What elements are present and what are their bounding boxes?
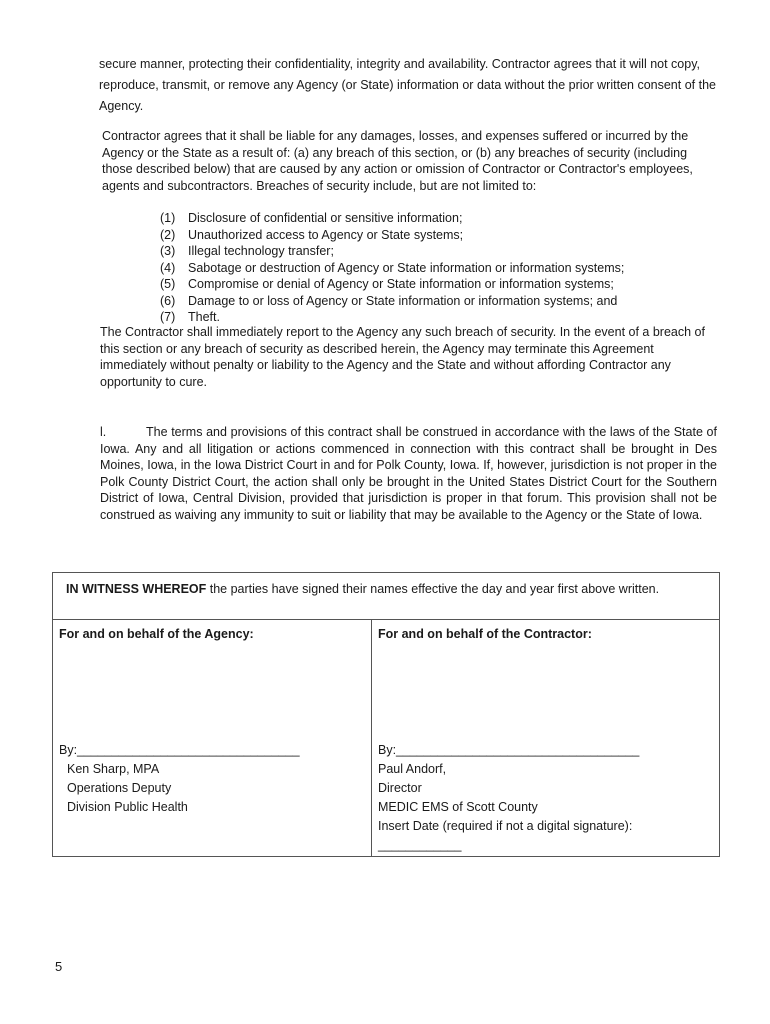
signature-table xyxy=(52,572,720,857)
list-item: (1) Disclosure of confidential or sensitive information; xyxy=(160,211,463,225)
contractor-date-label: Insert Date (required if not a digital signature): xyxy=(378,819,633,833)
contractor-date-line: ____________ xyxy=(378,838,462,852)
contractor-heading: For and on behalf of the Contractor: xyxy=(378,627,592,641)
section-l-text: The terms and provisions of this contract shall be construed in accordance with the laws of the State of Iowa. Any and all litigation or actions commenced in connection with this contract shall be brought in Des Moines, Iowa, in the Iowa District Court in and for Polk County, Iowa. If, however, jurisdiction is not proper in the Polk County District Court, the action shall only be brought in the United States District Court for the Southern District of Iowa, Central Division, provided that jurisdiction is proper in that forum. This provision shall not be construed as waiving any immunity to suit or liability that may be available to the Agency or the State of Iowa. xyxy=(100,425,717,522)
list-item: (5) Compromise or denial of Agency or State information or information systems; xyxy=(160,277,614,291)
contractor-signer-title: Director xyxy=(378,781,422,795)
agency-heading: For and on behalf of the Agency: xyxy=(59,627,254,641)
contractor-organization: MEDIC EMS of Scott County xyxy=(378,800,538,814)
list-item: (6) Damage to or loss of Agency or State information or information systems; and xyxy=(160,293,618,308)
list-item: (3) Illegal technology transfer; xyxy=(160,244,334,258)
agency-signer-title: Operations Deputy xyxy=(67,781,172,795)
agency-division: Division Public Health xyxy=(67,800,188,814)
paragraph-breach-report: The Contractor shall immediately report to the Agency any such breach of security. In the event of a breach of this section or any breach of security as described herein, the Agency may terminate this Agreement immediately without penalty or liability to the Agency and the State and without affording Contractor any opportunity to cure. xyxy=(100,325,705,389)
breach-list xyxy=(160,210,720,326)
contractor-signature-line: By:___________________________________ xyxy=(378,743,640,757)
paragraph-liability: Contractor agrees that it shall be liable for any damages, losses, and expenses suffered or incurred by the Agency or the State as a result of: (a) any breach of this section, or (b) any breaches of security (including those described below) that are caused by any action or omission of Contractor or Contractor's employees, agents and subcontractors. Breaches of security include, but are not limited to: xyxy=(102,129,693,193)
section-l-governing-law xyxy=(100,424,717,523)
paragraph-confidentiality: secure manner, protecting their confidentiality, integrity and availability. Contractor agrees that it will not copy, reproduce, transmit, or remove any Agency (or State) information or data without the prior written consent of the Agency. xyxy=(99,57,716,113)
contractor-signature-block xyxy=(378,741,639,855)
witness-clause: IN WITNESS WHEREOF the parties have signed their names effective the day and year first above written. xyxy=(66,582,660,596)
table-divider xyxy=(53,619,719,620)
contractor-signer-name: Paul Andorf, xyxy=(378,762,447,776)
list-item: (2) Unauthorized access to Agency or State systems; xyxy=(160,227,464,242)
list-item: (7) Theft. xyxy=(160,310,220,324)
agency-signature-line: By:________________________________ xyxy=(59,743,300,757)
agency-signer-name: Ken Sharp, MPA xyxy=(67,762,160,776)
list-item: (4) Sabotage or destruction of Agency or State information or information systems; xyxy=(160,260,625,275)
agency-signature-block xyxy=(59,741,300,817)
column-divider xyxy=(371,619,372,856)
page-number: 5 xyxy=(55,959,63,974)
section-marker: l. xyxy=(100,425,107,439)
